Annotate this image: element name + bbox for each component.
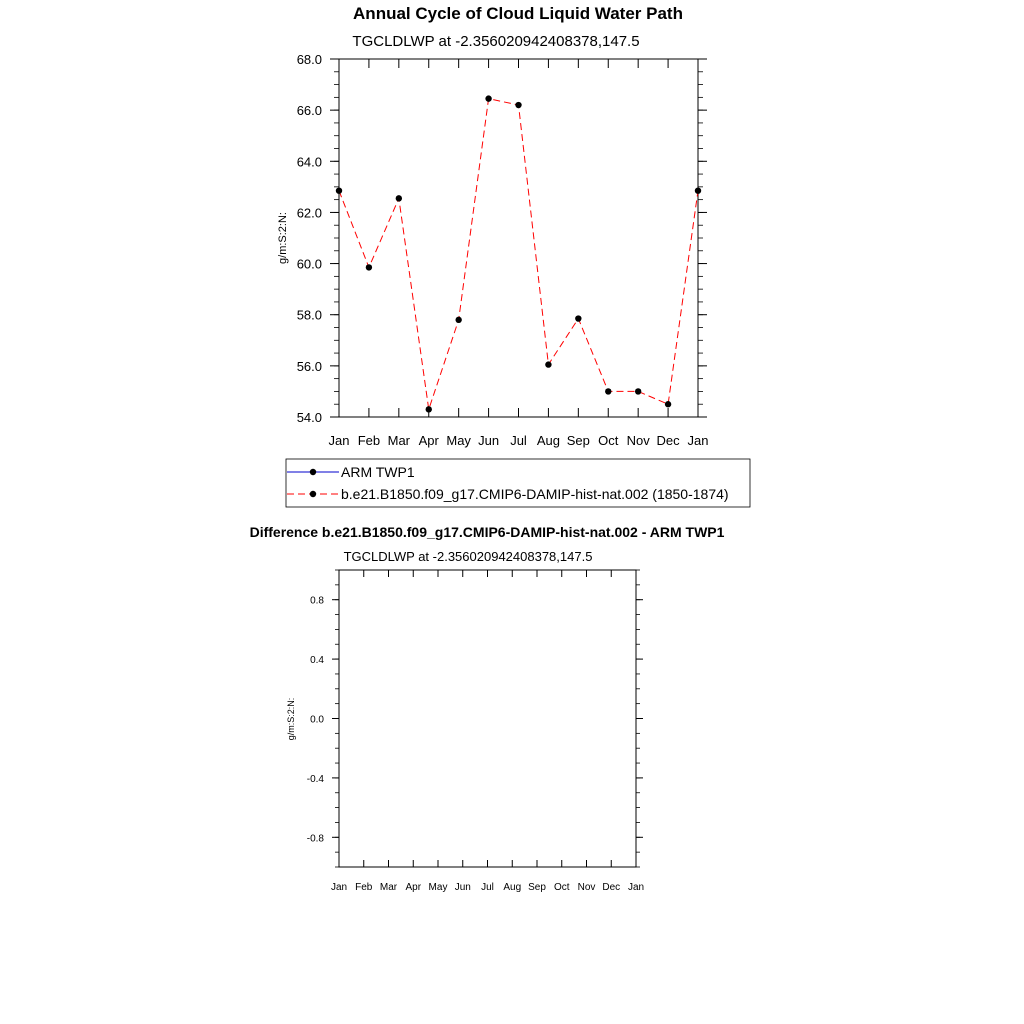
x-tick-label: Feb: [355, 882, 373, 893]
y-tick-label: 66.0: [296, 103, 322, 119]
x-tick-label: Mar: [379, 882, 398, 893]
data-point: [336, 187, 342, 193]
x-tick-label: Sep: [566, 433, 590, 448]
x-tick-label: Aug: [536, 433, 560, 448]
x-tick-label: Jun: [454, 882, 471, 893]
x-tick-label: Aug: [503, 882, 522, 893]
chart-2-subtitle: TGCLDLWP at -2.356020942408378,147.5: [343, 549, 593, 564]
chart-2: [250, 524, 725, 893]
chart-2-x-tick-labels: [331, 882, 644, 893]
chart-2-title: Difference b.e21.B1850.f09_g17.CMIP6-DAMIP-hist-nat.002 - ARM TWP1: [249, 524, 725, 540]
y-tick-label: 68.0: [296, 52, 322, 67]
x-tick-label: Nov: [626, 433, 650, 448]
x-tick-label: Sep: [528, 882, 546, 893]
x-tick-label: May: [428, 882, 448, 893]
y-tick-label: 0.0: [310, 714, 324, 726]
x-tick-label: Jan: [328, 433, 350, 448]
x-tick-label: Jul: [510, 433, 527, 448]
chart-1-x-tick-labels: [329, 433, 709, 448]
x-tick-label: Jan: [687, 433, 709, 448]
y-tick-label: 64.0: [296, 154, 322, 170]
chart-1-subtitle: TGCLDLWP at -2.356020942408378,147.5: [352, 33, 640, 50]
x-tick-label: Jun: [478, 433, 500, 448]
x-tick-label: Jan: [330, 882, 348, 893]
chart-1-plot-frame: [339, 59, 698, 417]
chart-2-y-tick-labels: [307, 596, 325, 845]
data-point: [605, 388, 611, 394]
y-tick-label: 56.0: [296, 358, 322, 374]
data-point: [485, 95, 491, 101]
x-tick-label: Jul: [481, 882, 494, 893]
x-tick-label: Apr: [418, 433, 439, 448]
data-point: [515, 102, 521, 108]
y-tick-label: 58.0: [296, 307, 322, 323]
y-tick-label: 0.8: [310, 595, 324, 607]
y-tick-label: 62.0: [296, 205, 322, 221]
y-tick-label: 54.0: [296, 410, 322, 425]
legend-label-series-2: b.e21.B1850.f09_g17.CMIP6-DAMIP-hist-nat.002 (1850-1874): [341, 486, 729, 502]
data-point: [455, 317, 461, 323]
y-tick-label: 60.0: [296, 256, 322, 272]
x-tick-label: Oct: [598, 433, 619, 448]
chart-1-ticks: [330, 59, 707, 417]
y-tick-label: -0.4: [306, 773, 324, 785]
chart-2-plot-frame: [339, 570, 636, 867]
x-tick-label: Apr: [405, 882, 422, 893]
x-tick-label: Oct: [553, 882, 570, 893]
x-tick-label: Mar: [387, 433, 411, 448]
chart-2-y-axis-label: g/m:S:2:N:: [286, 697, 296, 741]
y-tick-label: -0.8: [306, 833, 324, 845]
chart-1-legend: [286, 459, 750, 507]
x-tick-label: Dec: [656, 433, 680, 448]
x-tick-label: May: [446, 433, 471, 448]
data-point: [545, 361, 551, 367]
legend-label-series-1: ARM TWP1: [341, 464, 415, 480]
x-tick-label: Dec: [602, 882, 621, 893]
data-point: [665, 401, 671, 407]
data-point: [396, 195, 402, 201]
chart-1-y-tick-labels: [297, 52, 322, 425]
data-point: [695, 187, 701, 193]
data-point: [635, 388, 641, 394]
legend-marker-series-1: [310, 469, 316, 475]
data-point: [575, 315, 581, 321]
series-line-2: [339, 99, 698, 410]
chart-2-ticks: [332, 570, 643, 867]
chart-1: [277, 4, 750, 507]
x-tick-label: Jan: [627, 882, 645, 893]
data-point: [426, 406, 432, 412]
data-point: [366, 264, 372, 270]
y-tick-label: 0.4: [310, 655, 324, 667]
chart-1-title: Annual Cycle of Cloud Liquid Water Path: [353, 4, 683, 23]
chart-1-series: [336, 95, 701, 412]
legend-marker-series-2: [310, 491, 316, 497]
x-tick-label: Feb: [357, 433, 381, 448]
x-tick-label: Nov: [577, 882, 596, 893]
chart-1-y-axis-label: g/m:S:2:N:: [277, 212, 289, 264]
